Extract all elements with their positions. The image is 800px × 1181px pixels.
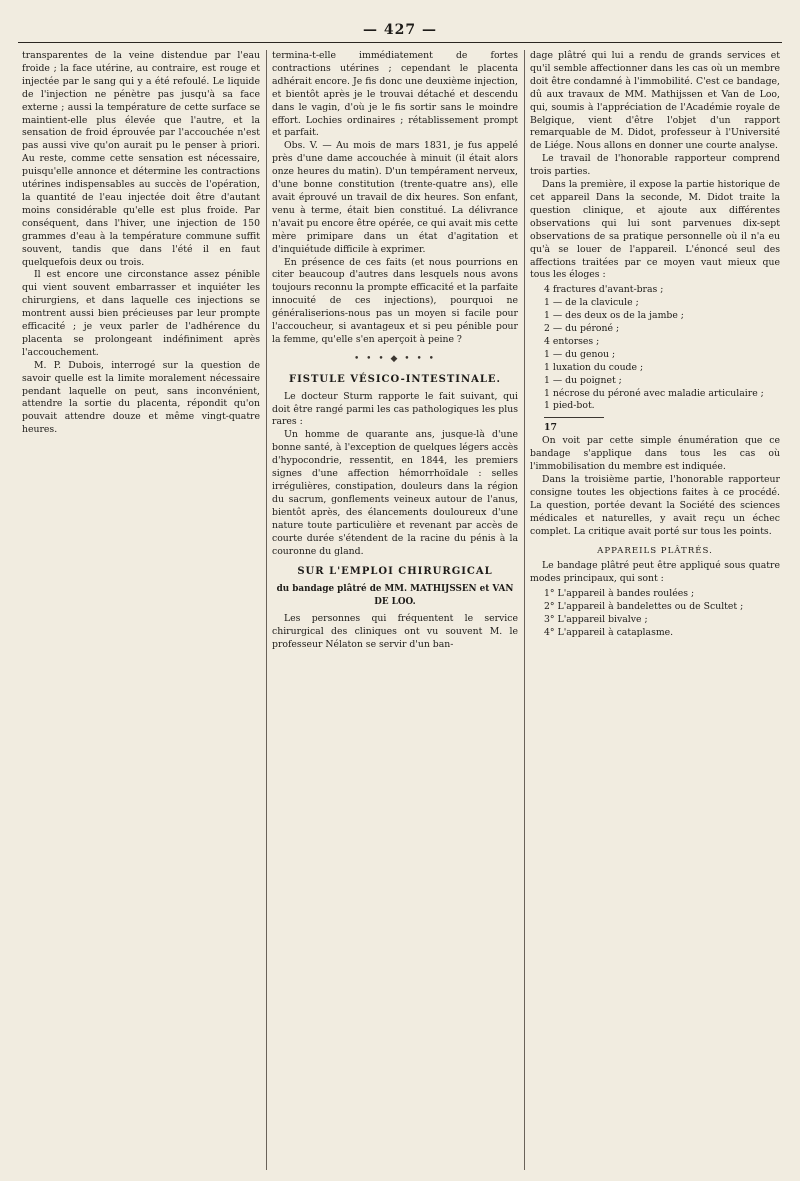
paragraph: Dans la première, il expose la partie historique de cet appareil Dans la seconde, M. Didot traite la question clinique, et ajoute aux différentes observations qui lui sont parvenues dix-sept observations de sa pratique personnelle où il n'a eu qu'à se louer de l'appareil. L'énoncé seul des affections traitées par ce moyen vaut mieux que tous les éloges : xyxy=(530,179,780,281)
column-divider xyxy=(524,50,525,1170)
column-middle xyxy=(272,50,518,1170)
list-item: 1 — des deux os de la jambe ; xyxy=(544,310,684,322)
section-ornament: • • • ◆ • • • xyxy=(354,353,436,364)
paragraph: dage plâtré qui lui a rendu de grands services et qu'il semble affectionner dans les cas où un membre doit être condamné à l'immobilité. C'est ce bandage, dû aux travaux de MM. Mathijssen et Van de Loo, qui, soumis à l'appréciation de l'Académie royale de Belgique, vient d'être l'objet d'un rapport remarquable de M. Didot, professeur à l'Université de Liége. Nous allons en donner une courte analyse. xyxy=(530,50,780,152)
list-item: 4° L'appareil à cataplasme. xyxy=(544,626,674,638)
section-title: FISTULE VÉSICO-INTESTINALE. xyxy=(288,373,502,385)
column-right xyxy=(530,50,780,1170)
sum-rule xyxy=(544,417,604,418)
paragraph: M. P. Dubois, interrogé sur la question de savoir quelle est la limite moralement nécessaire pendant laquelle on peut, sans inconvénient, attendre la sortie du placenta, répondit qu'on pouvait attendre douze et même vingt-quatre heures. xyxy=(22,359,260,436)
paragraph: Le bandage plâtré peut être appliqué sous quatre modes principaux, qui sont : xyxy=(530,560,780,585)
section-subtitle: du bandage plâtré de MM. MATHIJSSEN et VAN DE LOO. xyxy=(276,584,514,608)
paragraph: Le docteur Sturm rapporte le fait suivant, qui doit être rangé parmi les cas pathologiques les plus rares : xyxy=(272,390,518,428)
list-item: 1 — de la clavicule ; xyxy=(544,297,639,309)
list-total: 17 xyxy=(544,422,557,434)
list-item: 3° L'appareil bivalve ; xyxy=(544,614,648,626)
page-number: — 427 — xyxy=(363,22,437,38)
paragraph: Dans la troisième partie, l'honorable rapporteur consigne toutes les objections faites à ce procédé. La question, portée devant la Société des sciences médicales et naturelles, y avait reçu un échec complet. La critique avait porté sur tous les points. xyxy=(530,474,780,537)
list-item: 1 pied-bot. xyxy=(544,400,595,412)
list-item: 1 nécrose du péroné avec maladie articulaire ; xyxy=(544,387,764,399)
column-left xyxy=(22,50,260,1170)
list-item: 1 — du genou ; xyxy=(544,348,616,360)
list-item: 1° L'appareil à bandes roulées ; xyxy=(544,588,695,600)
list-item: 4 fractures d'avant-bras ; xyxy=(544,284,664,296)
column-divider xyxy=(266,50,267,1170)
paragraph: On voit par cette simple énumération que ce bandage s'applique dans tous les cas où l'immobilisation du membre est indiquée. xyxy=(530,435,780,473)
paragraph: Obs. V. — Au mois de mars 1831, je fus appelé près d'une dame accouchée à minuit (il était alors onze heures du matin). D'un tempérament nerveux, d'une bonne constitution (trente-quatre ans), elle avait éprouvé un travail de dix heures. Son enfant, venu à terme, était bien constitué. La délivrance n'avait pu encore être opérée, ce qui avait mis cette mère primipare dans un état d'agitation et d'inquiétude difficile à exprimer. xyxy=(272,140,518,255)
list-item: 2° L'appareil à bandelettes ou de Scultet ; xyxy=(544,601,744,613)
paragraph: En présence de ces faits (et nous pourrions en citer beaucoup d'autres dans lesquels nous avons toujours reconnu la prompte efficacité et la parfaite innocuité de ces injections), pourquoi ne généraliserions-nous pas un moyen si facile pour l'accoucheur, si avantageux et si peu pénible pour la femme, qu'elle s'en aperçoit à peine ? xyxy=(272,256,518,345)
paragraph: Un homme de quarante ans, jusque-là d'une bonne santé, à l'exception de quelques légers accès d'hypocondrie, ressentit, en 1844, les premiers signes d'une affection hémorrhoïdale : selles irrégulières, constipation, douleurs dans la région du sacrum, gonflements veineux autour de l'anus, bientôt après, des élancements douloureux d'une nature toute particulière et revenant par accès de courte durée s'étendent de la racine du pénis à la couronne du gland. xyxy=(272,429,518,557)
section-title: SUR L'EMPLOI CHIRURGICAL xyxy=(297,566,493,578)
list-item: 1 — du poignet ; xyxy=(544,374,622,386)
paragraph: Il est encore une circonstance assez pénible qui vient souvent embarrasser et inquiéter les chirurgiens, et dans laquelle ces injections se montrent aussi bien précieuses par leur prompte efficacité ; je veux parler de l'adhérence du placenta se prolongeant indéfiniment après l'accouchement. xyxy=(22,269,260,358)
list-item: 4 entorses ; xyxy=(544,335,600,347)
header-rule xyxy=(18,42,782,43)
subsection-title: APPAREILS PLÂTRÉS. xyxy=(597,545,713,556)
paragraph: termina-t-elle immédiatement de fortes contractions utérines ; cependant le placenta adhérait encore. Je fis donc une deuxième injection, et bientôt après je le trouvai détaché et descendu dans le vagin, d'où je le fis sortir sans le moindre effort. Lochies ordinaires ; rétablissement prompt et parfait. xyxy=(272,50,518,139)
modes-list xyxy=(530,588,780,640)
paragraph: Les personnes qui fréquentent le service chirurgical des cliniques ont vu souvent M. le professeur Nélaton se servir d'un ban- xyxy=(272,613,518,650)
list-item: 1 luxation du coude ; xyxy=(544,361,644,373)
list-item: 2 — du péroné ; xyxy=(544,323,620,335)
paragraph: transparentes de la veine distendue par l'eau froide ; la face utérine, au contraire, est rouge et injectée par le sang qui y a été refoulé. Le liquide de l'injection ne pénètre pas jusqu'à sa face externe ; aussi la température de cette surface se maintient-elle plus élevée que l'autre, et la sensation de froid éprouvée par l'accouchée n'est pas aussi vive qu'on aurait pu le penser à priori. Au reste, comme cette sensation est nécessaire, puisqu'elle annonce et détermine les contractions utérines indispensables au succès de l'opération, la quantité de l'eau injectée doit être d'autant moins considérable qu'elle est plus froide. Par conséquent, dans l'hiver, une injection de 150 grammes d'eau à la température commune suffit souvent, tandis que dans l'été il en faut quelquefois deux ou trois. xyxy=(22,50,260,268)
fracture-list xyxy=(530,284,780,413)
paragraph: Le travail de l'honorable rapporteur comprend trois parties. xyxy=(530,153,780,178)
